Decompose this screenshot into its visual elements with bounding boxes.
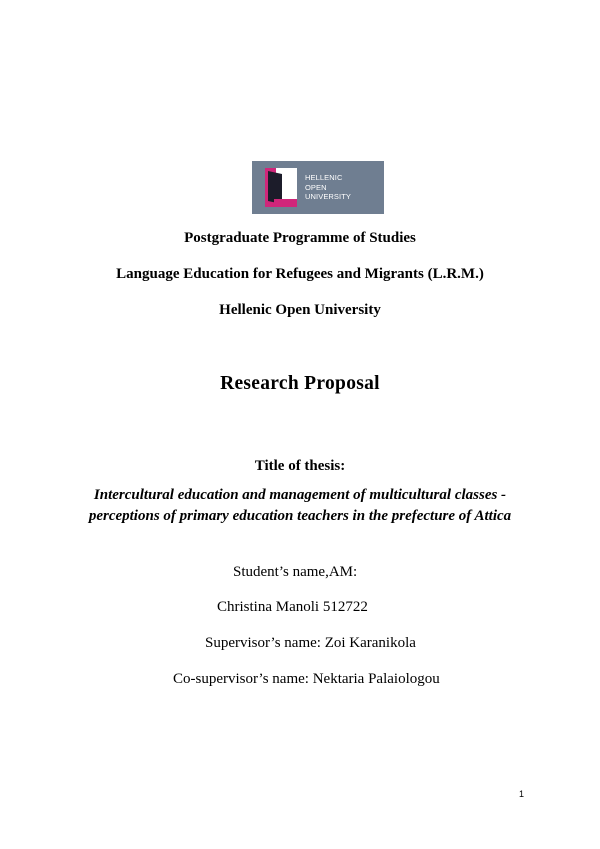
supervisor-name: Supervisor’s name: Zoi Karanikola xyxy=(205,635,416,651)
university-name: Hellenic Open University xyxy=(219,302,381,318)
cosupervisor-name: Co-supervisor’s name: Nektaria Palaiologou xyxy=(173,671,440,687)
student-name: Christina Manoli 512722 xyxy=(217,599,368,615)
page-number: 1 xyxy=(519,789,525,799)
logo-wordmark: HELLENIC OPEN UNIVERSITY xyxy=(305,173,352,201)
thesis-title-line-2: perceptions of primary education teachers in the prefecture of Attica xyxy=(88,508,512,524)
thesis-title-line-1: Intercultural education and management of multicultural classes - xyxy=(93,487,507,503)
course-title: Language Education for Refugees and Migrants (L.R.M.) xyxy=(116,266,484,282)
student-label: Student’s name,AM: xyxy=(233,564,358,580)
document-title: Research Proposal xyxy=(220,373,380,394)
thesis-label: Title of thesis: xyxy=(254,458,346,474)
university-logo xyxy=(252,161,384,214)
programme-title: Postgraduate Programme of Studies xyxy=(184,230,416,246)
